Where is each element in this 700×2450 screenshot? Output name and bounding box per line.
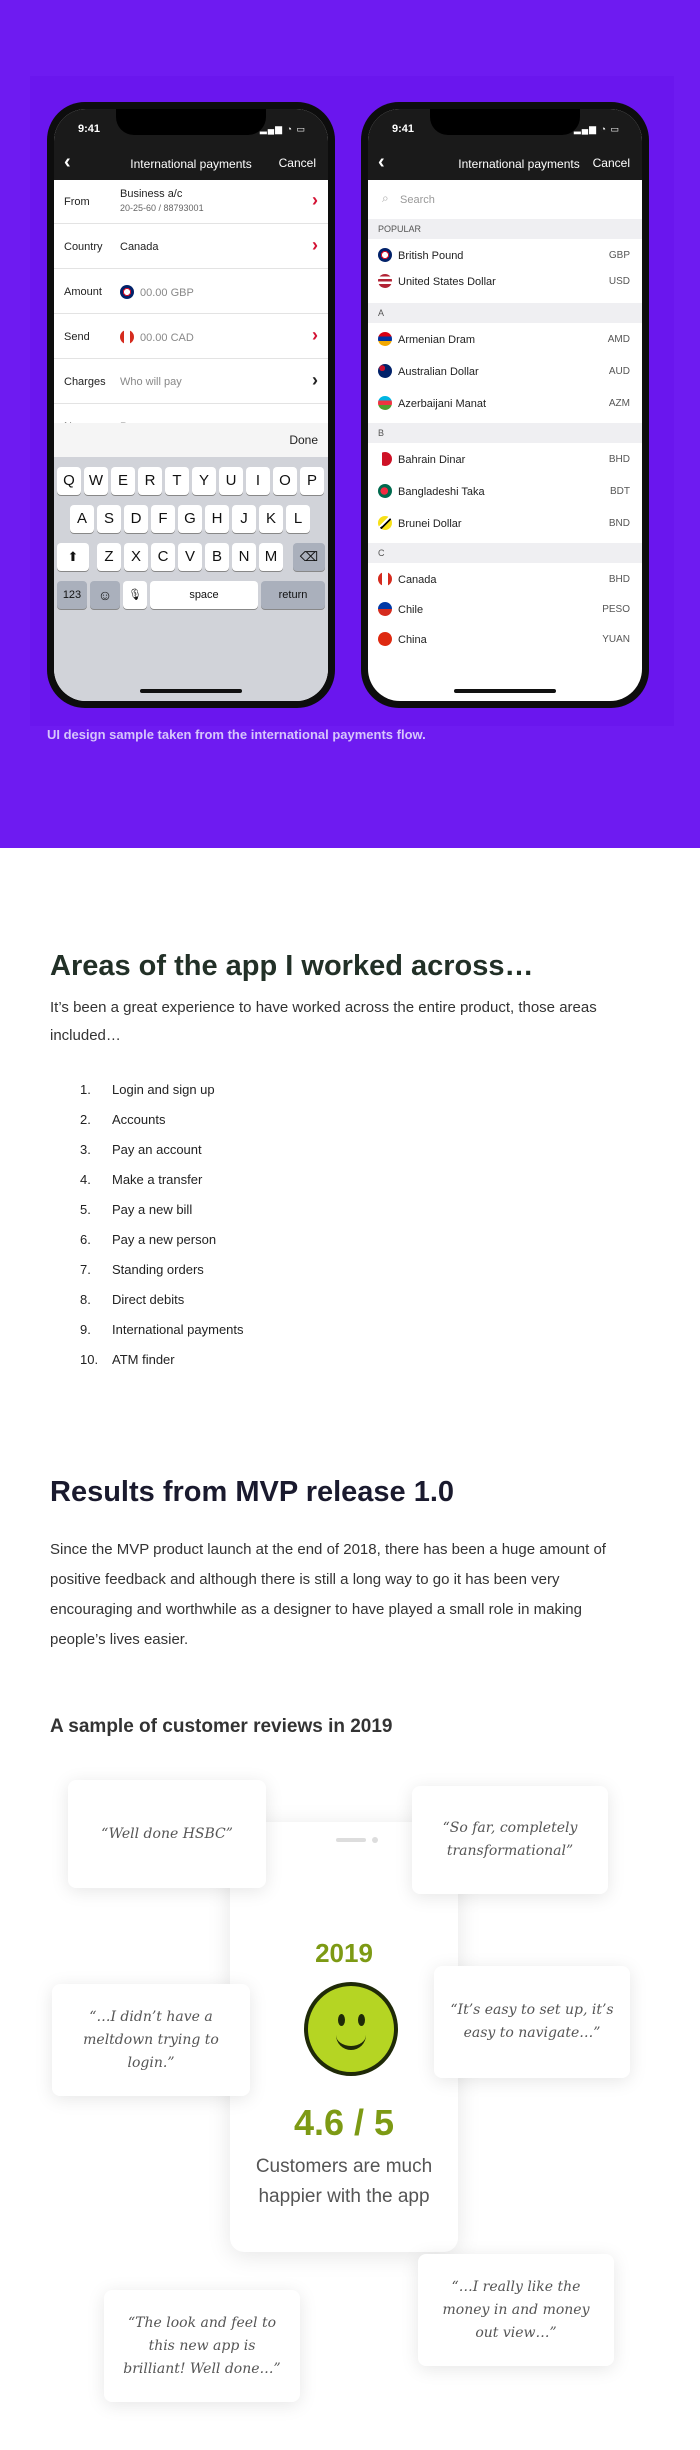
key[interactable]: F bbox=[151, 505, 175, 533]
list-item: 7. Standing orders bbox=[80, 1262, 204, 1277]
key[interactable]: V bbox=[178, 543, 202, 571]
form-row-from[interactable] bbox=[54, 180, 328, 224]
key[interactable]: X bbox=[124, 543, 148, 571]
key[interactable]: P bbox=[300, 467, 324, 495]
status-icons: ▂▄▆ ◔ ▭ bbox=[259, 124, 306, 134]
keyboard-row-4 bbox=[54, 581, 328, 609]
currency-code: PESO bbox=[602, 604, 630, 615]
emoji-key[interactable]: ☺ bbox=[90, 581, 120, 609]
chevron-right-icon: › bbox=[312, 190, 318, 210]
key[interactable]: H bbox=[205, 505, 229, 533]
home-indicator bbox=[454, 689, 556, 693]
list-item: 8. Direct debits bbox=[80, 1292, 185, 1307]
phone-screen bbox=[368, 109, 642, 701]
currency-name: Brunei Dollar bbox=[398, 517, 462, 530]
bangladesh-flag-icon bbox=[378, 484, 392, 498]
review-card: “So far, completely transformational” bbox=[412, 1786, 608, 1894]
review-year: 2019 bbox=[315, 1938, 373, 1968]
currency-row[interactable] bbox=[368, 389, 642, 417]
currency-name: Azerbaijani Manat bbox=[398, 397, 487, 410]
chevron-right-icon: › bbox=[312, 235, 318, 255]
bahrain-flag-icon bbox=[378, 452, 392, 466]
australia-flag-icon bbox=[378, 364, 392, 378]
list-item: 6. Pay a new person bbox=[80, 1232, 217, 1247]
key[interactable]: W bbox=[84, 467, 108, 495]
results-body: Since the MVP product launch at the end of 2018, there has been a huge amount of positive feedback and although there is still a long way to go it has been very encouraging and worthwhile as a designer to have played a small role in making people’s lives easier. bbox=[50, 1541, 606, 1648]
currency-code: AMD bbox=[607, 334, 630, 345]
currency-row[interactable] bbox=[368, 509, 642, 537]
key[interactable]: Y bbox=[192, 467, 216, 495]
section-header: POPULAR bbox=[368, 219, 642, 239]
nav-bar bbox=[54, 109, 328, 180]
nav-title: International payments bbox=[130, 157, 252, 171]
cancel-button[interactable]: Cancel bbox=[592, 156, 630, 170]
field-label: Country bbox=[64, 241, 103, 253]
microphone-icon[interactable]: 🎙 bbox=[123, 581, 147, 609]
currency-name: British Pound bbox=[398, 249, 464, 262]
delete-key[interactable]: ⌫ bbox=[293, 543, 325, 571]
currency-name: Bangladeshi Taka bbox=[398, 485, 485, 498]
key[interactable]: Z bbox=[97, 543, 121, 571]
review-card: “…I didn’t have a meltdown trying to login.” bbox=[52, 1984, 250, 2096]
status-time: 9:41 bbox=[78, 123, 101, 135]
currency-row[interactable] bbox=[368, 477, 642, 505]
brunei-flag-icon bbox=[378, 516, 392, 530]
key[interactable]: O bbox=[273, 467, 297, 495]
form-row-amount[interactable] bbox=[54, 270, 328, 314]
account-number: 20-25-60 / 88793001 bbox=[120, 203, 204, 213]
list-item: 4. Make a transfer bbox=[80, 1172, 203, 1187]
list-item: 9. International payments bbox=[80, 1322, 244, 1337]
key[interactable]: N bbox=[232, 543, 256, 571]
nav-title: International payments bbox=[458, 157, 580, 171]
areas-intro: It’s been a great experience to have worked across the entire product, those areas included… bbox=[50, 999, 597, 1044]
section-header: C bbox=[368, 543, 642, 563]
key[interactable]: S bbox=[97, 505, 121, 533]
key[interactable]: B bbox=[205, 543, 229, 571]
canada-flag-icon bbox=[378, 572, 392, 586]
smiley-face-icon bbox=[304, 1982, 398, 2076]
currency-name: Bahrain Dinar bbox=[398, 453, 466, 466]
field-label: From bbox=[64, 196, 90, 208]
rating-score: 4.6 / 5 bbox=[293, 2102, 395, 2143]
currency-name: United States Dollar bbox=[398, 275, 496, 288]
return-key[interactable]: return bbox=[261, 581, 325, 609]
keyboard-row-1 bbox=[54, 467, 328, 495]
currency-code: USD bbox=[608, 276, 630, 287]
list-item: 5. Pay a new bill bbox=[80, 1202, 193, 1217]
currency-code: YUAN bbox=[602, 634, 630, 645]
uk-flag-icon bbox=[120, 285, 134, 299]
section-header: B bbox=[368, 423, 642, 443]
currency-name: Armenian Dram bbox=[398, 333, 476, 346]
us-flag-icon bbox=[378, 274, 392, 288]
currency-code: BHD bbox=[608, 574, 630, 585]
field-value: Who will pay bbox=[120, 376, 182, 388]
currency-name: Australian Dollar bbox=[398, 365, 479, 378]
key[interactable]: G bbox=[178, 505, 202, 533]
china-flag-icon bbox=[378, 632, 392, 646]
review-card: “It’s easy to set up, it’s easy to navigate…” bbox=[434, 1966, 630, 2078]
section-header: A bbox=[368, 303, 642, 323]
status-time: 9:41 bbox=[392, 123, 415, 135]
field-value: Canada bbox=[120, 241, 159, 253]
keyboard-toolbar bbox=[54, 423, 328, 457]
uk-flag-icon bbox=[378, 248, 392, 262]
list-item: 3. Pay an account bbox=[80, 1142, 202, 1157]
chile-flag-icon bbox=[378, 602, 392, 616]
home-indicator bbox=[140, 689, 242, 693]
reviews-title: A sample of customer reviews in 2019 bbox=[50, 1716, 393, 1737]
chevron-right-icon: › bbox=[312, 370, 318, 390]
keyboard bbox=[54, 423, 328, 701]
key[interactable]: J bbox=[232, 505, 256, 533]
currency-code: AUD bbox=[608, 366, 630, 377]
areas-title: Areas of the app I worked across… bbox=[50, 950, 534, 982]
key[interactable]: T bbox=[165, 467, 189, 495]
list-item: 10. ATM finder bbox=[80, 1352, 175, 1367]
currency-row[interactable] bbox=[368, 445, 642, 473]
areas-list bbox=[80, 1082, 244, 1382]
form-row-send[interactable] bbox=[54, 315, 328, 359]
camera bbox=[372, 1837, 378, 1843]
key[interactable]: L bbox=[286, 505, 310, 533]
notch bbox=[430, 109, 580, 135]
currency-row[interactable] bbox=[368, 325, 642, 353]
form-row-charges[interactable] bbox=[54, 360, 328, 404]
hero-section bbox=[0, 0, 700, 848]
numbers-key[interactable]: 123 bbox=[57, 581, 87, 609]
review-card: “The look and feel to this new app is brilliant! Well done…” bbox=[104, 2290, 300, 2402]
currency-row[interactable] bbox=[368, 357, 642, 385]
key[interactable]: Q bbox=[57, 467, 81, 495]
notch bbox=[116, 109, 266, 135]
currency-name: Canada bbox=[398, 573, 437, 586]
currency-code: BHD bbox=[608, 454, 630, 465]
chevron-right-icon: › bbox=[312, 325, 318, 345]
keyboard-row-2 bbox=[54, 505, 328, 533]
cancel-button[interactable]: Cancel bbox=[278, 156, 316, 170]
review-card: “…I really like the money in and money out view…” bbox=[418, 2254, 614, 2366]
key[interactable]: A bbox=[70, 505, 94, 533]
currency-code: AZM bbox=[608, 398, 630, 409]
keyboard-row-3 bbox=[54, 543, 328, 571]
field-label: Amount bbox=[64, 286, 102, 298]
key[interactable]: M bbox=[259, 543, 283, 571]
field-value: Business a/c bbox=[120, 188, 183, 200]
currency-row[interactable] bbox=[368, 241, 642, 269]
armenia-flag-icon bbox=[378, 332, 392, 346]
phone-payment-form bbox=[47, 102, 335, 708]
currency-code: GBP bbox=[608, 250, 630, 261]
send-input[interactable]: 00.00 CAD bbox=[120, 331, 194, 345]
search-icon: ⌕ bbox=[382, 191, 389, 205]
key[interactable]: C bbox=[151, 543, 175, 571]
currency-row[interactable] bbox=[368, 267, 642, 295]
currency-row[interactable] bbox=[368, 565, 642, 593]
done-button[interactable]: Done bbox=[289, 433, 318, 447]
phone-screen bbox=[54, 109, 328, 701]
hero-caption: UI design sample taken from the international payments flow. bbox=[47, 727, 426, 742]
currency-row[interactable] bbox=[368, 625, 642, 653]
currency-code: BND bbox=[608, 518, 630, 529]
speaker bbox=[336, 1838, 366, 1842]
back-chevron-icon[interactable]: ‹ bbox=[378, 151, 385, 173]
currency-row[interactable] bbox=[368, 595, 642, 623]
back-chevron-icon[interactable]: ‹ bbox=[64, 151, 71, 173]
key[interactable]: U bbox=[219, 467, 243, 495]
results-title: Results from MVP release 1.0 bbox=[50, 1476, 455, 1508]
status-icons: ▂▄▆ ◔ ▭ bbox=[573, 124, 620, 134]
rating-text: Customers are much happier with the app bbox=[255, 2156, 433, 2207]
phone-currency-picker bbox=[361, 102, 649, 708]
key[interactable]: I bbox=[246, 467, 270, 495]
review-card: “Well done HSBC” bbox=[68, 1780, 266, 1888]
key[interactable]: E bbox=[111, 467, 135, 495]
list-item: 1. Login and sign up bbox=[80, 1082, 215, 1097]
form-row-country[interactable] bbox=[54, 225, 328, 269]
amount-input[interactable]: 00.00 GBP bbox=[120, 286, 194, 300]
currency-code: BDT bbox=[610, 486, 630, 497]
field-label: Charges bbox=[64, 376, 106, 388]
key[interactable]: D bbox=[124, 505, 148, 533]
shift-key[interactable]: ⬆ bbox=[57, 543, 89, 571]
azerbaijan-flag-icon bbox=[378, 396, 392, 410]
search-placeholder: Search bbox=[400, 194, 435, 206]
currency-name: Chile bbox=[398, 603, 424, 616]
space-key[interactable]: space bbox=[150, 581, 258, 609]
key[interactable]: R bbox=[138, 467, 162, 495]
smile bbox=[336, 2024, 366, 2050]
search-input[interactable] bbox=[374, 187, 636, 213]
list-item: 2. Accounts bbox=[80, 1112, 166, 1127]
currency-name: China bbox=[398, 633, 427, 646]
field-label: Send bbox=[64, 331, 90, 343]
key[interactable]: K bbox=[259, 505, 283, 533]
canada-flag-icon bbox=[120, 330, 134, 344]
nav-bar bbox=[368, 109, 642, 180]
